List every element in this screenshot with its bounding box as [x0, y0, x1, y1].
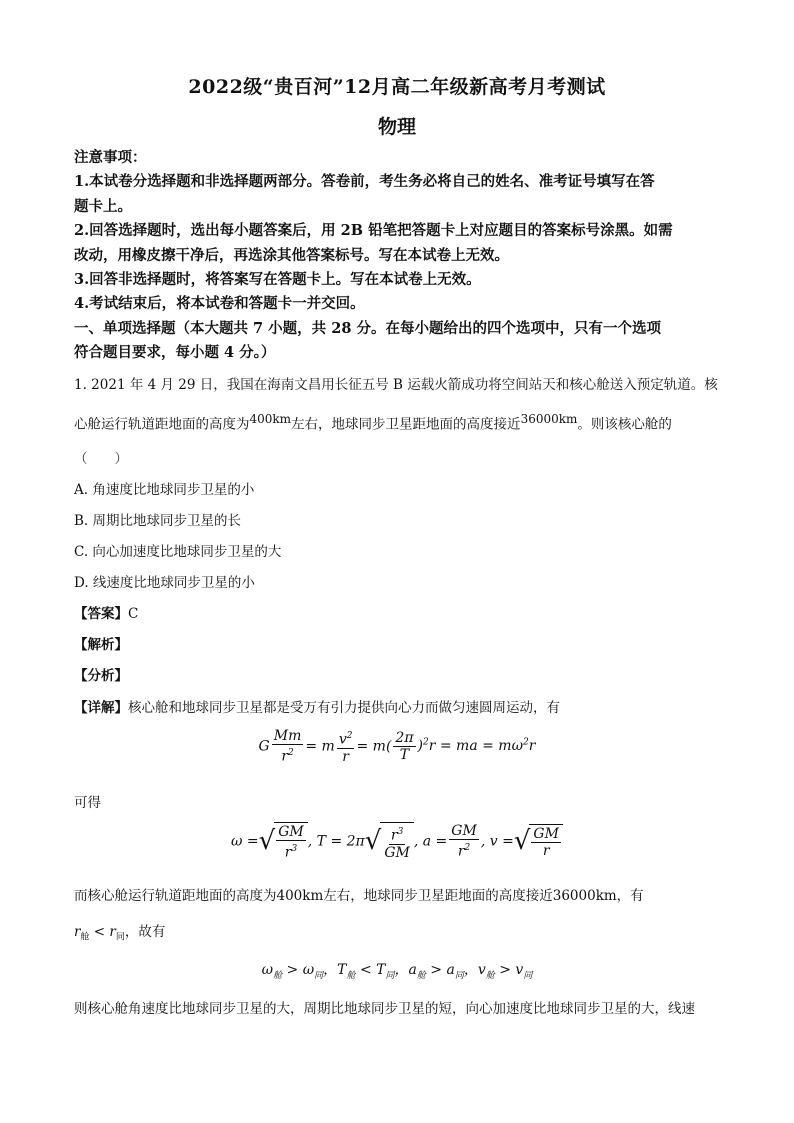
q1-detail — [74, 696, 560, 716]
notes-item: 2.回答选择题时，选出每小题答案后，用 2B 铅笔把答题卡上对应题目的答案标号涂黑。如需 — [74, 222, 673, 240]
q1-option-a: A. 角速度比地球同步卫星的小 — [74, 482, 255, 498]
answer-value: C — [128, 606, 139, 622]
kede-text: 可得 — [74, 795, 101, 811]
exam-title: 2022级“贵百河”12月高二年级新高考月考测试 — [188, 76, 606, 98]
notes-heading: 注意事项： — [74, 149, 147, 166]
section-heading-cont: 符合题目要求，每小题 4 分。） — [74, 344, 276, 362]
notes-item: 3.回答非选择题时，将答案写在答题卡上。写在本试卷上无效。 — [74, 271, 481, 289]
q1-line2 — [74, 412, 672, 433]
formula-compare: $\omega_舱 > \omega_同$，$T_舱 < T_同$，$a_舱 > a_同$，$v_舱 > v_同$ — [261, 962, 533, 981]
detail-label: 【详解】 — [74, 700, 128, 716]
conclusion-text: 则核心舱角速度比地球同步卫星的大，周期比地球同步卫星的短，向心加速度比地球同步卫星的大，线速 — [74, 1001, 695, 1017]
q1-option-b: B. 周期比地球同步卫星的长 — [74, 513, 242, 529]
formula-gravity: G $\frac{Mm}{r^2}$ = m $\frac{v^2}{r}$ = m( $\frac{2\pi}{T}$ )$^2$r = ma = $m\omega^2r$ — [258, 728, 536, 765]
notes-item: 改动，用橡皮擦干净后，再选涂其他答案标号。写在本试卷上无效。 — [74, 246, 509, 264]
exam-notes — [74, 146, 734, 366]
q1-option-c: C. 向心加速度比地球同步卫星的大 — [74, 544, 282, 560]
detail-text: 核心舱和地球同步卫星都是受万有引力提供向心力而做匀速圆周运动，有 — [128, 700, 560, 716]
q1-height-core: 400km — [249, 412, 292, 426]
guyou-text: ，故有 — [124, 924, 166, 940]
notes-item: 题卡上。 — [74, 197, 132, 215]
q1-line2-a: 心舱运行轨道距地面的高度为 — [74, 416, 250, 433]
q1-height-sync: 36000km — [520, 412, 578, 426]
notes-item: 4.考试结束后，将本试卷和答题卡一并交回。 — [74, 295, 365, 313]
notes-item: 1.本试卷分选择题和非选择题两部分。答卷前，考生务必将自己的姓名、准考证号填写在答 — [74, 173, 655, 191]
q1-answer — [74, 602, 138, 622]
line-after: 而核心舱运行轨道距地面的高度为400km左右，地球同步卫星距地面的高度接近36000km，有 — [74, 888, 644, 904]
r-compare: $r_舱 < r_同$，故有 — [74, 924, 166, 943]
answer-label: 【答案】 — [74, 606, 128, 622]
q1-line2-c: 左右，地球同步卫星距地面的高度接近 — [291, 416, 521, 433]
q1-bracket: （ ） — [74, 451, 128, 467]
analysis-label: 【解析】 — [74, 637, 128, 653]
formula-results: ω = √ $\frac{GM}{r^3}$ , T = 2π √ $\frac{r^3}{GM}$ , a = $\frac{GM}{r^2}$ , v = √ $\frac{GM}{r}$ — [0, 822, 794, 861]
fenxi-label: 【分析】 — [74, 668, 128, 684]
section-heading: 一、单项选择题（本大题共 7 小题，共 28 分。在每小题给出的四个选项中，只有一个选项 — [74, 319, 661, 337]
exam-subject: 物理 — [377, 116, 416, 138]
q1-line1: 1. 2021 年 4 月 29 日，我国在海南文昌用长征五号 B 运载火箭成功将空间站天和核心舱送入预定轨道。核 — [74, 377, 718, 393]
q1-option-d: D. 线速度比地球同步卫星的小 — [74, 575, 255, 591]
q1-line2-e: 。则该核心舱的 — [577, 416, 672, 433]
